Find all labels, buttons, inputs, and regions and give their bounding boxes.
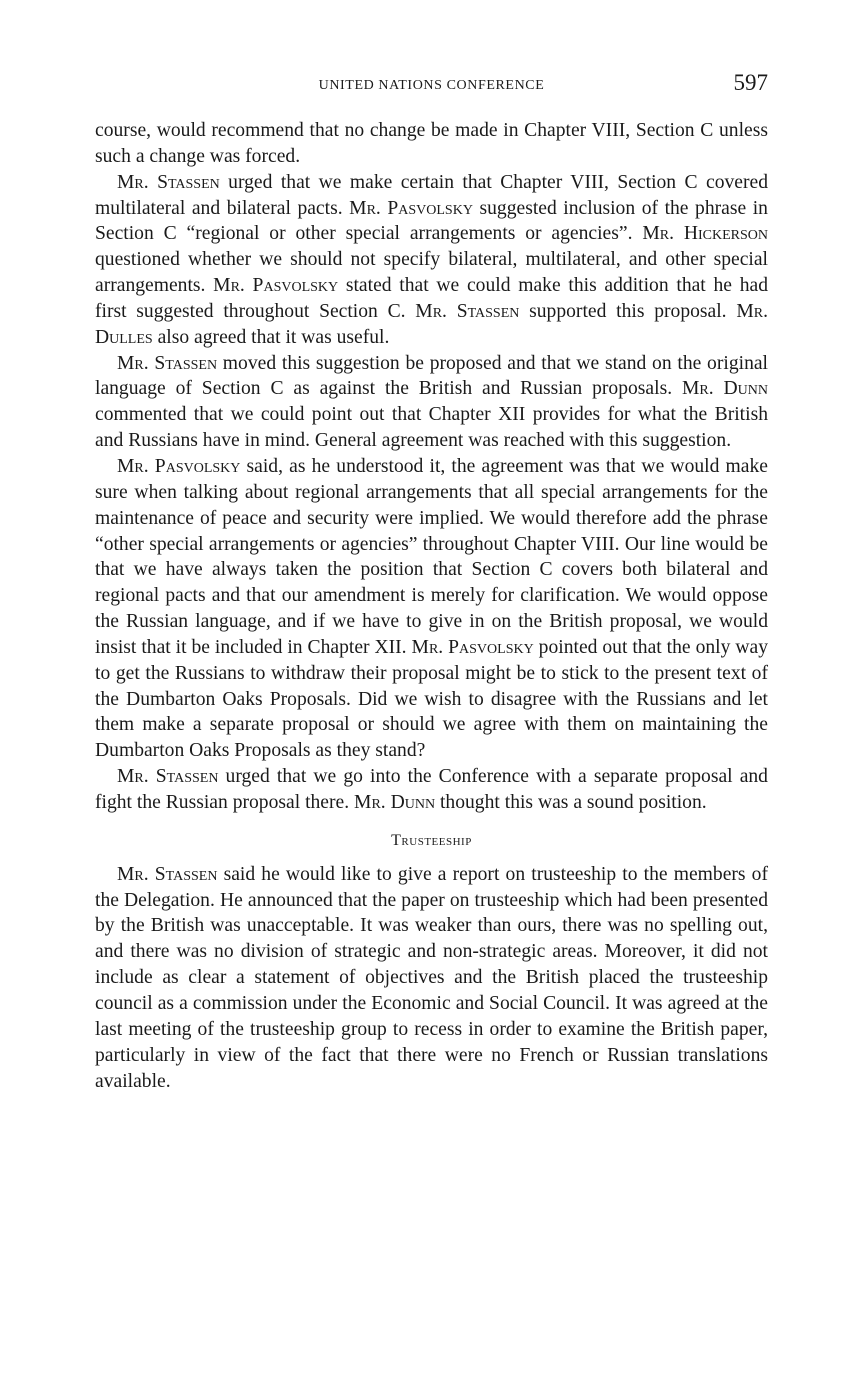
- page-header: [95, 66, 768, 106]
- speaker-name: Mr. Stassen: [117, 171, 220, 193]
- paragraph-text: urged that we make certain that Chapter VIII, Section C covered multilateral and bilateral pacts.: [95, 171, 768, 219]
- speaker-name: Mr. Stassen: [117, 352, 218, 374]
- paragraph-trusteeship-report: [95, 862, 768, 1095]
- speaker-name: Mr. Stassen: [415, 300, 520, 322]
- speaker-name: Mr. Pasvolsky: [117, 455, 241, 477]
- running-head: UNITED NATIONS CONFERENCE: [318, 78, 545, 93]
- paragraph-text: course, would recommend that no change be made in Chapter VIII, Section C unless such a change was forced.: [95, 120, 768, 167]
- speaker-name: Mr. Dulles: [95, 300, 768, 348]
- paragraph-text: suggested inclusion of the phrase in Section C “regional or other special arrangements or agencies”.: [95, 197, 768, 245]
- paragraph-text: moved this suggestion be proposed and that we stand on the original language of Section C as against the British and Russian proposals.: [95, 352, 769, 400]
- paragraph-stassen-motion: [95, 351, 768, 454]
- paragraph-text: stated that we could make this addition that he had first suggested throughout Section C.: [95, 275, 768, 322]
- section-heading-trusteeship: Trusteeship: [391, 831, 472, 849]
- speaker-name: Mr. Stassen: [117, 766, 219, 788]
- paragraph-text: said, as he understood it, the agreement was that we would make sure when talking about regional arrangements that all special arrangements for the maintenance of peace and security were implied. We would therefore add the phrase “other special arrangements or agencies” throughout Chapter VIII. Our line would be that we have always taken the position that Section C covers both bilateral and regional pacts and that our amendment is merely for clarification. We would oppose the Russian language, and if we have to give in on the British proposal, we would insist that it be included in Chapter XII.: [95, 455, 768, 658]
- speaker-name: Mr. Dunn: [681, 378, 769, 400]
- paragraph-text: commented that we could point out that Chapter XII provides for what the British and Russians have in mind. General agreement was reached with this suggestion.: [95, 404, 768, 452]
- paragraph-text: urged that we go into the Conference with a separate proposal and fight the Russian proposal there.: [95, 766, 768, 813]
- speaker-name: Mr. Pasvolsky: [349, 197, 473, 219]
- speaker-name: Mr. Hickerson: [642, 223, 768, 245]
- speaker-name: Mr. Dunn: [354, 791, 436, 813]
- speaker-name: Mr. Pasvolsky: [213, 275, 339, 297]
- paragraph-text: said he would like to give a report on trusteeship to the members of the Delegation. He announced that the paper on trusteeship which had been presented by the British was unacceptable. It was weaker than ours, there was no spelling out, and there was no division of strategic and non-strategic areas. Moreover, it did not include as clear a statement of objectives and the British placed the trusteeship council as a commission under the Economic and Social Council. It was agreed at the last meeting of the trusteeship group to recess in order to examine the British paper, particularly in view of the fact that there were no French or Russian translations available.: [95, 863, 768, 1092]
- page-number: 597: [733, 70, 768, 95]
- paragraph-text: pointed out that the only way to get the Russians to withdraw their proposal might be to stick to the present text of the Dumbarton Oaks Proposals. Did we wish to disagree with the Russians and let them make a separate proposal or should we agree with them on maintaining the Dumbarton Oaks Proposals as they stand?: [95, 636, 768, 762]
- paragraph-stassen-conference: [95, 764, 768, 816]
- paragraph-text: questioned whether we should not specify bilateral, multilateral, and other special arrangements.: [95, 249, 768, 297]
- page-body: [95, 118, 768, 1094]
- paragraph-continuation: [95, 118, 768, 170]
- paragraph-pasvolsky-agreement: [95, 454, 768, 764]
- paragraph-stassen-multilateral-pacts: [95, 170, 768, 351]
- paragraph-text: supported this proposal.: [519, 300, 737, 322]
- paragraph-text: thought this was a sound position.: [435, 791, 707, 813]
- paragraph-text: also agreed that it was useful.: [152, 326, 390, 348]
- speaker-name: Mr. Pasvolsky: [411, 636, 534, 658]
- speaker-name: Mr. Stassen: [117, 863, 218, 885]
